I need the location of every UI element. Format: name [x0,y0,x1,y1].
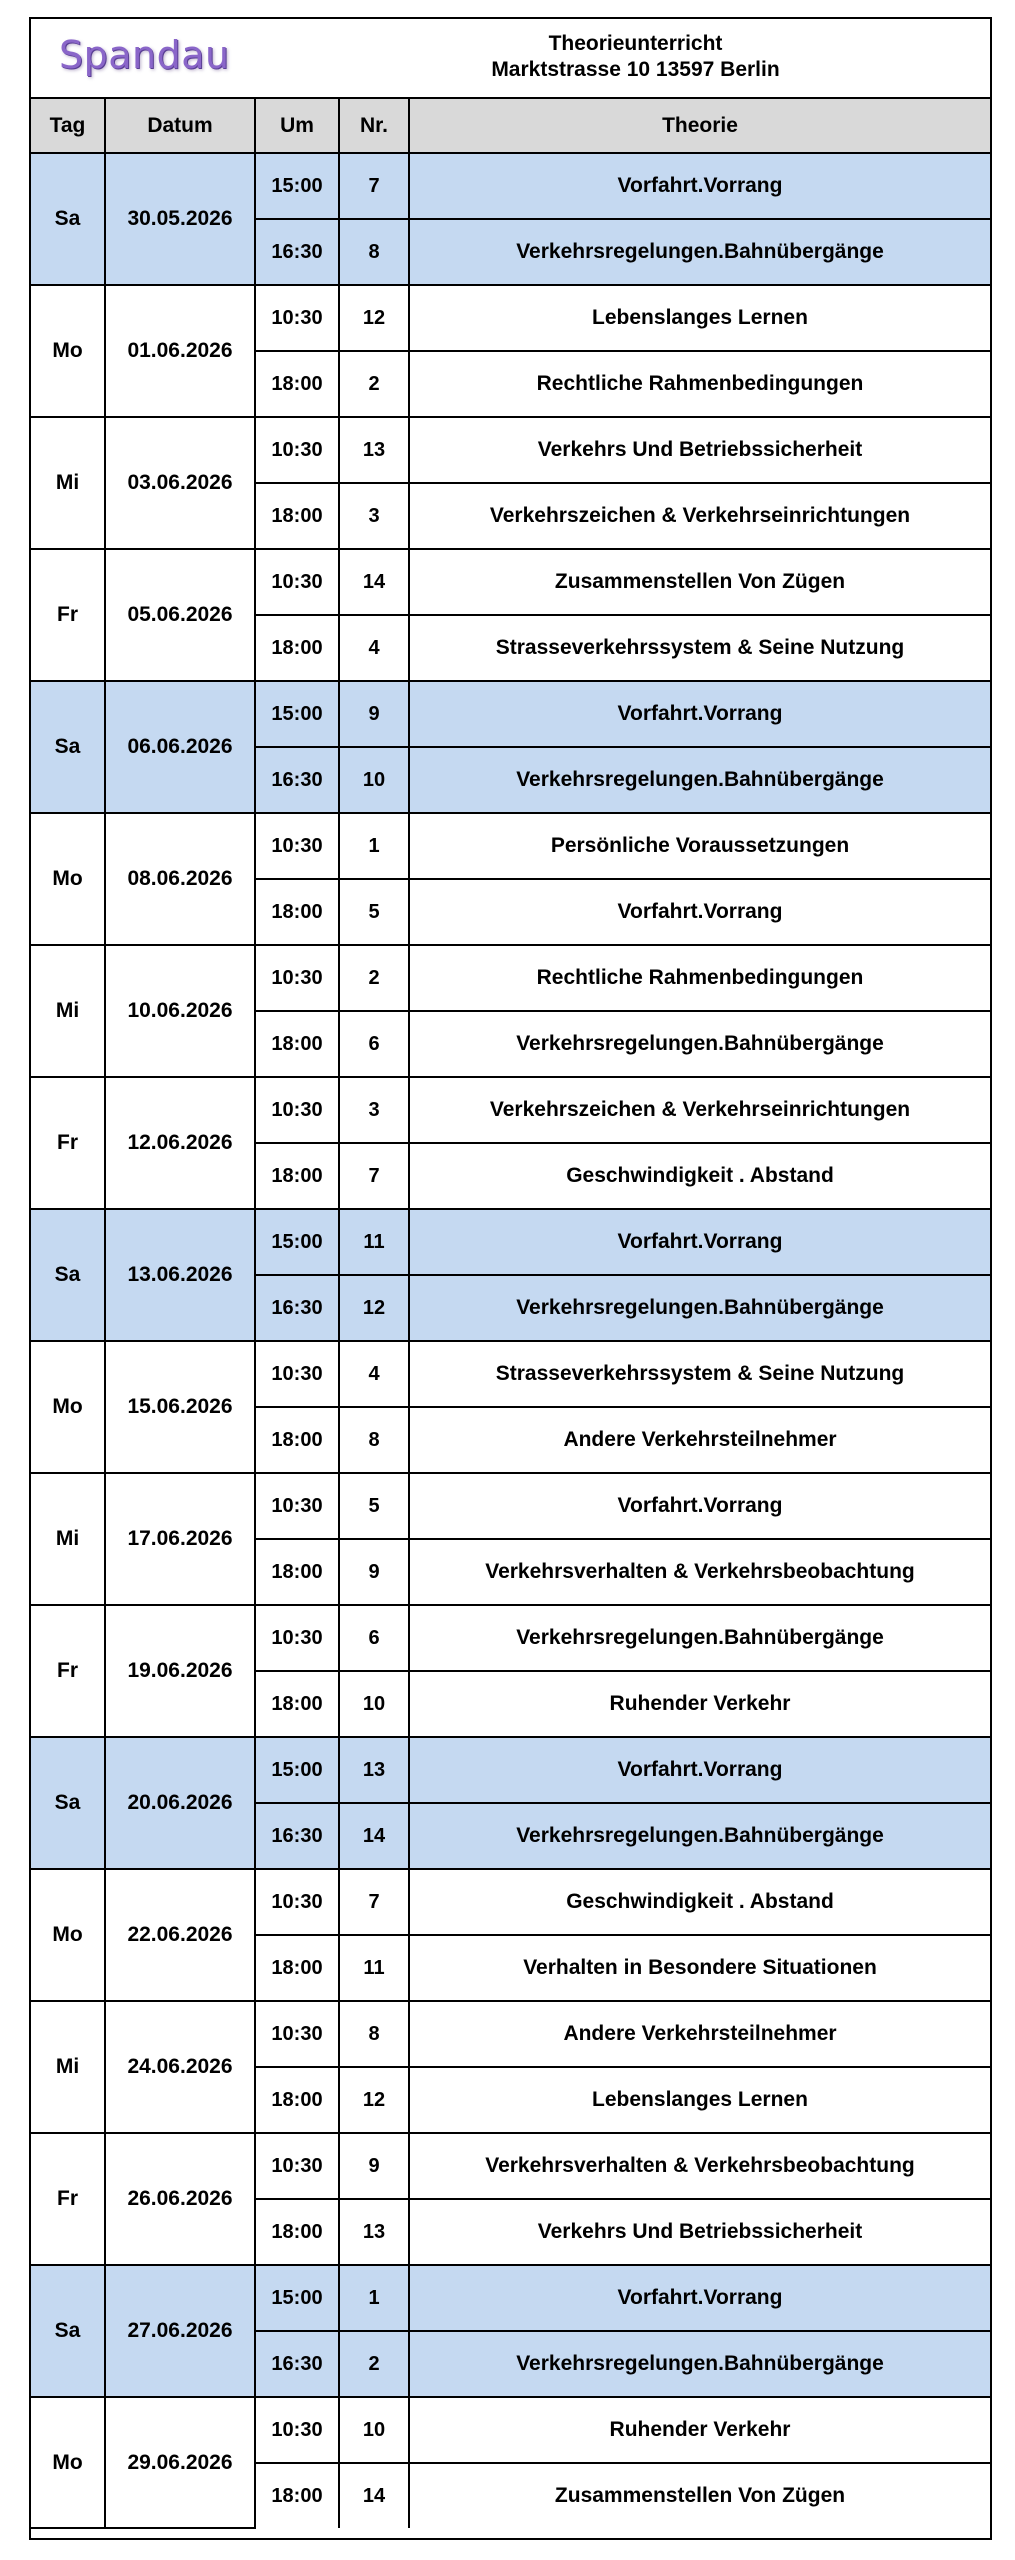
cell-nr: 14 [339,1803,409,1869]
cell-theorie: Ruhender Verkehr [409,1671,990,1737]
cell-nr: 7 [339,153,409,219]
cell-tag: Sa [31,153,105,285]
cell-theorie: Verkehrs Und Betriebssicherheit [409,417,990,483]
cell-nr: 13 [339,1737,409,1803]
cell-um: 10:30 [255,945,339,1011]
cell-nr: 12 [339,2067,409,2133]
cell-theorie: Persönliche Voraussetzungen [409,813,990,879]
cell-um: 15:00 [255,2265,339,2331]
cell-nr: 9 [339,2133,409,2199]
cell-datum: 30.05.2026 [105,153,255,285]
cell-theorie: Verkehrsverhalten & Verkehrsbeobachtung [409,2133,990,2199]
schedule-row [31,2133,990,2199]
cell-um: 10:30 [255,417,339,483]
cell-um: 18:00 [255,1671,339,1737]
cell-um: 18:00 [255,1935,339,2001]
cell-um: 15:00 [255,153,339,219]
cell-nr: 3 [339,483,409,549]
cell-nr: 10 [339,2397,409,2463]
cell-nr: 5 [339,1473,409,1539]
cell-um: 15:00 [255,1209,339,1275]
cell-um: 18:00 [255,1011,339,1077]
column-header-theorie: Theorie [409,98,990,153]
cell-theorie: Vorfahrt.Vorrang [409,1473,990,1539]
cell-theorie: Vorfahrt.Vorrang [409,879,990,945]
cell-theorie: Verkehrsregelungen.Bahnübergänge [409,747,990,813]
cell-theorie: Geschwindigkeit . Abstand [409,1869,990,1935]
cell-nr: 10 [339,747,409,813]
cell-theorie: Verkehrszeichen & Verkehrseinrichtungen [409,483,990,549]
cell-um: 18:00 [255,351,339,417]
cell-theorie: Ruhender Verkehr [409,2397,990,2463]
cell-um: 18:00 [255,483,339,549]
cell-theorie: Verkehrsregelungen.Bahnübergänge [409,1011,990,1077]
cell-datum: 01.06.2026 [105,285,255,417]
cell-datum: 26.06.2026 [105,2133,255,2265]
cell-datum: 05.06.2026 [105,549,255,681]
cell-tag: Mi [31,2001,105,2133]
cell-tag: Mo [31,285,105,417]
cell-datum: 17.06.2026 [105,1473,255,1605]
cell-um: 18:00 [255,1143,339,1209]
cell-um: 10:30 [255,1341,339,1407]
column-header-nr: Nr. [339,98,409,153]
cell-nr: 13 [339,2199,409,2265]
cell-um: 10:30 [255,2397,339,2463]
cell-datum: 22.06.2026 [105,1869,255,2001]
cell-um: 10:30 [255,813,339,879]
cell-tag: Sa [31,681,105,813]
cell-tag: Mi [31,945,105,1077]
cell-theorie: Rechtliche Rahmenbedingungen [409,945,990,1011]
cell-um: 10:30 [255,1605,339,1671]
cell-tag: Mo [31,813,105,945]
column-header-datum: Datum [105,98,255,153]
cell-tag: Mi [31,1473,105,1605]
cell-tag: Mo [31,2397,105,2528]
cell-theorie: Lebenslanges Lernen [409,2067,990,2133]
cell-theorie: Vorfahrt.Vorrang [409,2265,990,2331]
cell-um: 16:30 [255,1803,339,1869]
cell-nr: 1 [339,2265,409,2331]
cell-theorie: Andere Verkehrsteilnehmer [409,1407,990,1473]
cell-um: 10:30 [255,1473,339,1539]
spandau-logo: Spandau [59,33,230,77]
schedule-row [31,1869,990,1935]
cell-um: 16:30 [255,2331,339,2397]
cell-datum: 29.06.2026 [105,2397,255,2528]
cell-datum: 24.06.2026 [105,2001,255,2133]
cell-theorie: Andere Verkehrsteilnehmer [409,2001,990,2067]
cell-tag: Fr [31,549,105,681]
cell-theorie: Zusammenstellen Von Zügen [409,549,990,615]
schedule-row [31,945,990,1011]
cell-datum: 03.06.2026 [105,417,255,549]
schedule-row [31,1737,990,1803]
schedule-row [31,681,990,747]
schedule-header [31,19,990,99]
cell-nr: 11 [339,1209,409,1275]
cell-um: 10:30 [255,1077,339,1143]
schedule-row [31,153,990,219]
cell-tag: Fr [31,2133,105,2265]
cell-tag: Mo [31,1341,105,1473]
cell-datum: 13.06.2026 [105,1209,255,1341]
cell-um: 10:30 [255,2133,339,2199]
cell-um: 15:00 [255,681,339,747]
schedule-row [31,2265,990,2331]
cell-nr: 12 [339,285,409,351]
cell-theorie: Verkehrsregelungen.Bahnübergänge [409,1605,990,1671]
schedule-row [31,2001,990,2067]
cell-um: 18:00 [255,1539,339,1605]
schedule-sheet [29,17,992,2540]
cell-theorie: Vorfahrt.Vorrang [409,1737,990,1803]
column-header-row [31,98,990,153]
cell-nr: 1 [339,813,409,879]
cell-nr: 4 [339,1341,409,1407]
cell-nr: 8 [339,1407,409,1473]
schedule-row [31,2397,990,2463]
cell-theorie: Verkehrsregelungen.Bahnübergänge [409,219,990,285]
cell-um: 18:00 [255,2463,339,2528]
cell-nr: 3 [339,1077,409,1143]
cell-nr: 9 [339,681,409,747]
cell-um: 18:00 [255,2067,339,2133]
schedule-row [31,417,990,483]
cell-nr: 12 [339,1275,409,1341]
cell-datum: 10.06.2026 [105,945,255,1077]
cell-nr: 14 [339,2463,409,2528]
cell-nr: 4 [339,615,409,681]
column-header-tag: Tag [31,98,105,153]
cell-datum: 27.06.2026 [105,2265,255,2397]
cell-um: 10:30 [255,549,339,615]
schedule-row [31,1209,990,1275]
cell-nr: 8 [339,219,409,285]
cell-theorie: Verkehrsregelungen.Bahnübergänge [409,1803,990,1869]
cell-um: 16:30 [255,219,339,285]
schedule-row [31,285,990,351]
schedule-row [31,813,990,879]
cell-um: 18:00 [255,1407,339,1473]
cell-um: 15:00 [255,1737,339,1803]
cell-theorie: Verkehrszeichen & Verkehrseinrichtungen [409,1077,990,1143]
cell-theorie: Vorfahrt.Vorrang [409,153,990,219]
cell-nr: 11 [339,1935,409,2001]
cell-theorie: Lebenslanges Lernen [409,285,990,351]
cell-um: 16:30 [255,747,339,813]
column-header-um: Um [255,98,339,153]
cell-nr: 5 [339,879,409,945]
schedule-body [31,153,990,2528]
cell-theorie: Verhalten in Besondere Situationen [409,1935,990,2001]
cell-theorie: Vorfahrt.Vorrang [409,681,990,747]
schedule-row [31,1473,990,1539]
cell-datum: 12.06.2026 [105,1077,255,1209]
cell-tag: Mi [31,417,105,549]
cell-nr: 6 [339,1011,409,1077]
cell-nr: 7 [339,1869,409,1935]
title-block [281,31,990,83]
cell-nr: 14 [339,549,409,615]
schedule-row [31,1341,990,1407]
cell-datum: 06.06.2026 [105,681,255,813]
cell-nr: 13 [339,417,409,483]
cell-theorie: Verkehrsregelungen.Bahnübergänge [409,2331,990,2397]
cell-theorie: Strasseverkehrssystem & Seine Nutzung [409,615,990,681]
cell-theorie: Vorfahrt.Vorrang [409,1209,990,1275]
cell-nr: 2 [339,2331,409,2397]
cell-nr: 9 [339,1539,409,1605]
cell-um: 10:30 [255,1869,339,1935]
schedule-row [31,1077,990,1143]
cell-theorie: Strasseverkehrssystem & Seine Nutzung [409,1341,990,1407]
cell-um: 18:00 [255,879,339,945]
cell-tag: Sa [31,2265,105,2397]
cell-um: 18:00 [255,615,339,681]
cell-theorie: Verkehrs Und Betriebssicherheit [409,2199,990,2265]
cell-um: 16:30 [255,1275,339,1341]
school-address: Marktstrasse 10 13597 Berlin [491,58,780,81]
schedule-row [31,1605,990,1671]
cell-um: 10:30 [255,2001,339,2067]
cell-datum: 20.06.2026 [105,1737,255,1869]
cell-um: 10:30 [255,285,339,351]
cell-tag: Fr [31,1077,105,1209]
cell-theorie: Verkehrsverhalten & Verkehrsbeobachtung [409,1539,990,1605]
cell-tag: Fr [31,1605,105,1737]
cell-theorie: Rechtliche Rahmenbedingungen [409,351,990,417]
cell-datum: 19.06.2026 [105,1605,255,1737]
cell-nr: 2 [339,351,409,417]
cell-datum: 15.06.2026 [105,1341,255,1473]
cell-nr: 7 [339,1143,409,1209]
cell-datum: 08.06.2026 [105,813,255,945]
cell-theorie: Zusammenstellen Von Zügen [409,2463,990,2528]
cell-nr: 8 [339,2001,409,2067]
cell-tag: Sa [31,1737,105,1869]
cell-tag: Sa [31,1209,105,1341]
cell-nr: 2 [339,945,409,1011]
cell-um: 18:00 [255,2199,339,2265]
cell-nr: 10 [339,1671,409,1737]
schedule-table [31,97,990,2529]
cell-theorie: Geschwindigkeit . Abstand [409,1143,990,1209]
schedule-row [31,549,990,615]
cell-theorie: Verkehrsregelungen.Bahnübergänge [409,1275,990,1341]
schedule-title: Theorieunterricht [548,32,723,55]
cell-tag: Mo [31,1869,105,2001]
cell-nr: 6 [339,1605,409,1671]
